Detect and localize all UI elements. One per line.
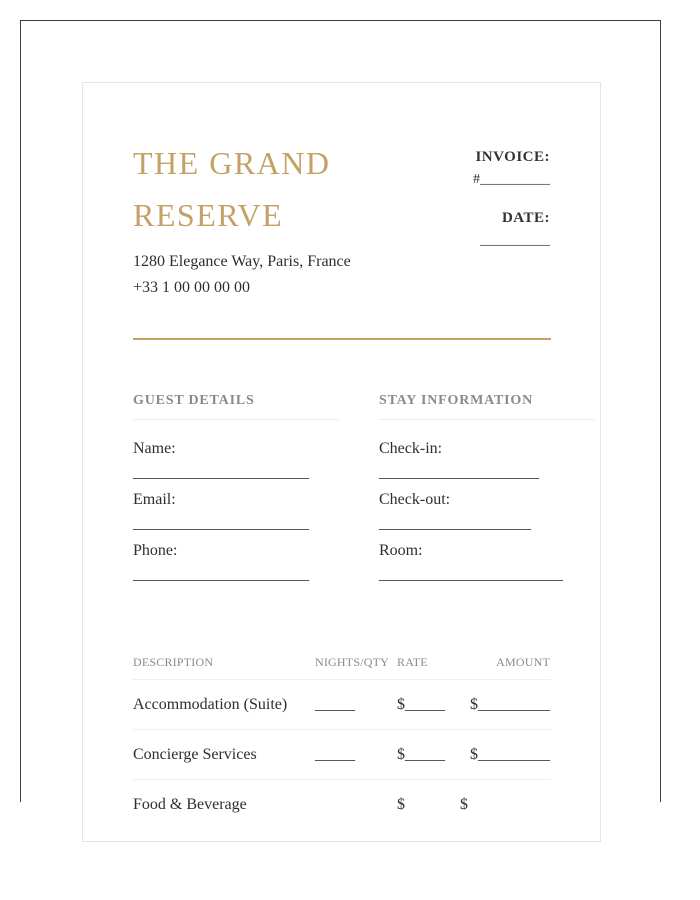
- row-divider: [133, 779, 551, 780]
- guest-email-field: [133, 488, 309, 536]
- room-label: Room:: [379, 542, 423, 559]
- hotel-name: THE GRAND RESERVE: [133, 145, 331, 233]
- row-2-qty-blank[interactable]: _____: [315, 746, 355, 763]
- stay-information-title: STAY INFORMATION: [379, 393, 533, 408]
- checkin-blank[interactable]: ____________________: [379, 464, 539, 481]
- guest-phone-blank[interactable]: ______________________: [133, 566, 309, 583]
- guest-email-blank[interactable]: ______________________: [133, 515, 309, 532]
- guest-name-field: [133, 437, 309, 485]
- room-field: [379, 539, 563, 587]
- row-divider: [133, 729, 551, 730]
- row-2-amount-blank[interactable]: $_________: [470, 746, 550, 763]
- row-1-amount-blank[interactable]: $_________: [470, 696, 550, 713]
- guest-phone-field: [133, 539, 309, 587]
- guest-email-label: Email:: [133, 491, 176, 508]
- row-1-qty-blank[interactable]: _____: [315, 696, 355, 713]
- hotel-address: 1280 Elegance Way, Paris, France: [133, 253, 351, 270]
- row-3-description: Food & Beverage: [133, 796, 247, 813]
- row-2-description: Concierge Services: [133, 746, 257, 763]
- room-blank[interactable]: _______________________: [379, 566, 563, 583]
- row-3-amount-blank[interactable]: $: [460, 796, 468, 813]
- invoice-label: INVOICE:: [475, 149, 550, 165]
- guest-name-blank[interactable]: ______________________: [133, 464, 309, 481]
- column-header-nights-qty: NIGHTS/QTY: [315, 655, 389, 669]
- column-header-description: DESCRIPTION: [133, 655, 214, 669]
- column-header-rate: RATE: [397, 655, 428, 669]
- date-label: DATE:: [501, 210, 550, 226]
- row-divider: [133, 679, 551, 680]
- page-frame: [20, 20, 661, 813]
- row-3-rate-blank[interactable]: $: [397, 796, 405, 813]
- checkout-blank[interactable]: ___________________: [379, 515, 531, 532]
- row-1-description: Accommodation (Suite): [133, 696, 288, 713]
- checkout-label: Check-out:: [379, 491, 451, 508]
- guest-name-label: Name:: [133, 440, 176, 457]
- checkout-field: [379, 488, 531, 536]
- invoice-number-field[interactable]: #__________: [473, 172, 550, 187]
- date-field[interactable]: __________: [480, 233, 550, 248]
- guest-details-divider: [133, 419, 339, 420]
- guest-details-title: GUEST DETAILS: [133, 393, 255, 408]
- header-divider: [133, 338, 551, 340]
- stay-information-divider: [379, 419, 595, 420]
- checkin-label: Check-in:: [379, 440, 443, 457]
- hotel-phone: +33 1 00 00 00 00: [133, 279, 251, 296]
- row-2-rate-blank[interactable]: $_____: [397, 746, 445, 763]
- checkin-field: [379, 437, 539, 485]
- invoice-sheet: [82, 82, 601, 842]
- row-1-rate-blank[interactable]: $_____: [397, 696, 445, 713]
- column-header-amount: AMOUNT: [496, 655, 550, 669]
- guest-phone-label: Phone:: [133, 542, 178, 559]
